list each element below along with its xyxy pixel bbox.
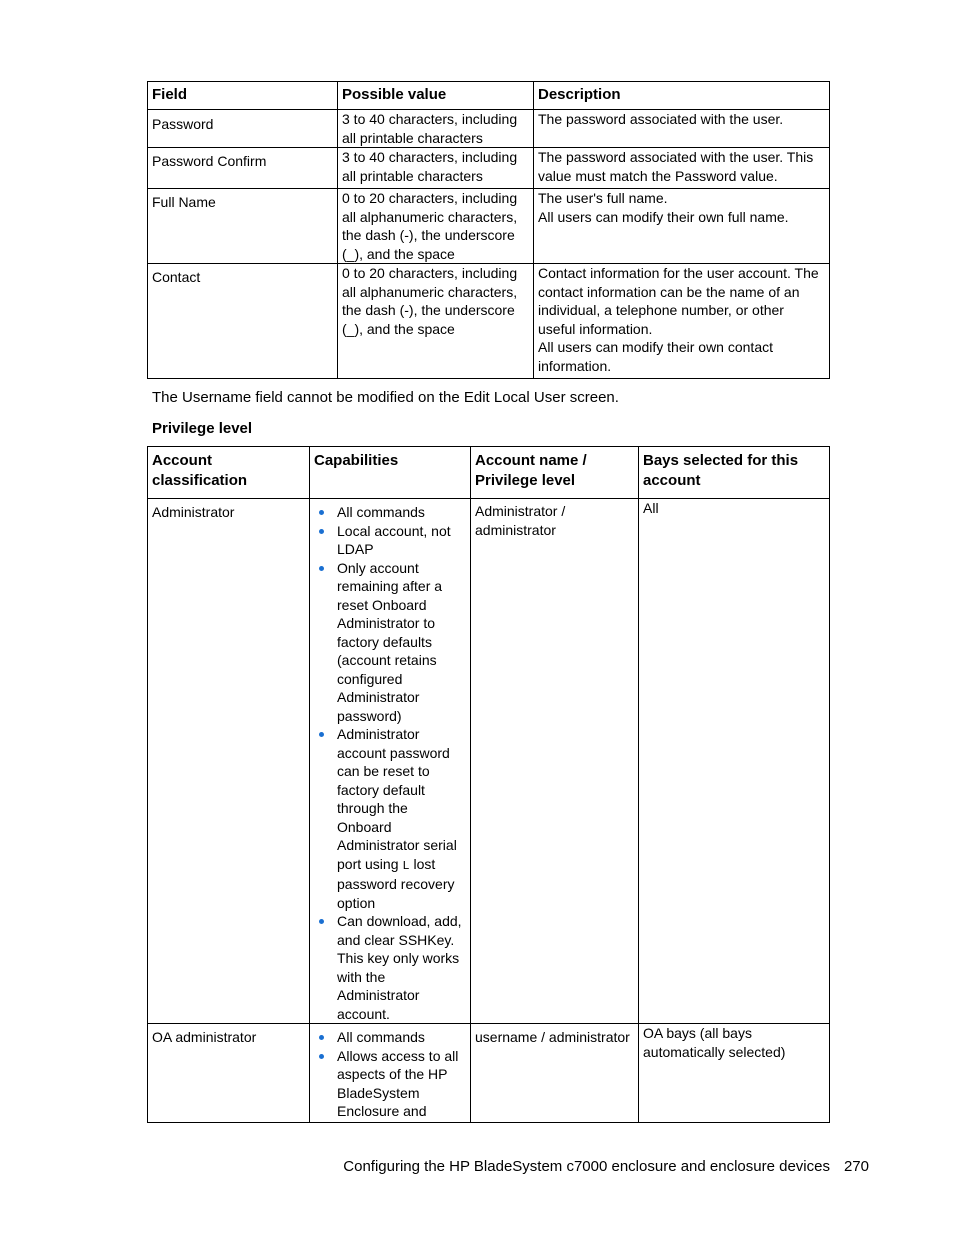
privilege-level-table [147, 446, 830, 1123]
field-cell [148, 189, 338, 264]
desc-line: The password associated with the user. This value must match the Password value. [538, 149, 814, 184]
value-cell: 0 to 20 characters, including all alphanumeric characters, the dash (-), the underscore (_), and the space [338, 189, 534, 264]
field-name: Password Confirm [152, 153, 267, 169]
capabilities-cell [310, 1024, 471, 1123]
value-cell: 0 to 20 characters, including all alphanumeric characters, the dash (-), the underscore (_), and the space [338, 264, 534, 379]
footer-text: Configuring the HP BladeSystem c7000 enclosure and enclosure devices [343, 1158, 830, 1175]
username-note: The Username field cannot be modified on the Edit Local User screen. [152, 389, 619, 406]
code-text: L [402, 858, 410, 873]
list-item [314, 725, 466, 912]
list-item: Allows access to all aspects of the HP BladeSystem Enclosure and [314, 1047, 466, 1121]
list-item: Local account, not LDAP [314, 522, 466, 559]
header-account-classification: Account classification [148, 447, 310, 499]
field-cell [148, 148, 338, 189]
desc-line: All users can modify their own contact information. [538, 339, 773, 374]
desc-cell [534, 189, 830, 264]
list-item: All commands [314, 503, 466, 522]
list-item-text: Administrator account password can be reset to factory default through the Onboard Administrator serial port using [337, 726, 457, 872]
page-number: 270 [843, 1158, 869, 1175]
capabilities-list [314, 1028, 466, 1121]
capabilities-list [314, 503, 466, 1023]
list-item: Can download, add, and clear SSHKey. This key only works with the Administrator account. [314, 912, 466, 1023]
header-capabilities: Capabilities [310, 447, 471, 499]
field-name: Full Name [152, 194, 216, 210]
bays-cell: OA bays (all bays automatically selected) [639, 1024, 830, 1123]
section-heading: Privilege level [152, 420, 253, 437]
list-item: All commands [314, 1028, 466, 1047]
field-cell [148, 110, 338, 148]
table-row [148, 264, 830, 379]
capabilities-cell [310, 499, 471, 1024]
classification-cell [148, 499, 310, 1024]
list-item: Only account remaining after a reset Onboard Administrator to factory defaults (account retains configured Administrator password) [314, 559, 466, 726]
desc-line: Contact information for the user account. The contact information can be the name of an individual, a telephone number, or other useful information. [538, 265, 819, 337]
page-footer [343, 1158, 869, 1175]
account-cell: Administrator / administrator [471, 499, 639, 1024]
classification: OA administrator [152, 1029, 257, 1045]
list-item-text: lost password recovery option [337, 855, 455, 911]
table-row [148, 499, 830, 1024]
header-field: Field [148, 82, 338, 110]
desc-line: The user's full name. [538, 190, 668, 206]
desc-line: All users can modify their own full name. [538, 208, 789, 225]
desc-cell [534, 110, 830, 148]
value-cell: 3 to 40 characters, including all printable characters [338, 148, 534, 189]
bays-cell: All [639, 499, 830, 1024]
header-account-name: Account name / Privilege level [471, 447, 639, 499]
classification-cell [148, 1024, 310, 1123]
account-cell: username / administrator [471, 1024, 639, 1123]
classification: Administrator [152, 504, 235, 520]
desc-cell [534, 264, 830, 379]
table-header-row [148, 82, 830, 110]
desc-line: The password associated with the user. [538, 111, 784, 127]
table-row [148, 189, 830, 264]
field-cell [148, 264, 338, 379]
value-cell: 3 to 40 characters, including all printable characters [338, 110, 534, 148]
table-row [148, 1024, 830, 1123]
field-name: Password [152, 116, 214, 132]
table-row [148, 110, 830, 148]
header-description: Description [534, 82, 830, 110]
table-row [148, 148, 830, 189]
header-bays: Bays selected for this account [639, 447, 830, 499]
field-name: Contact [152, 269, 201, 285]
user-fields-table [147, 81, 830, 379]
desc-cell [534, 148, 830, 189]
table-header-row [148, 447, 830, 499]
header-possible-value: Possible value [338, 82, 534, 110]
